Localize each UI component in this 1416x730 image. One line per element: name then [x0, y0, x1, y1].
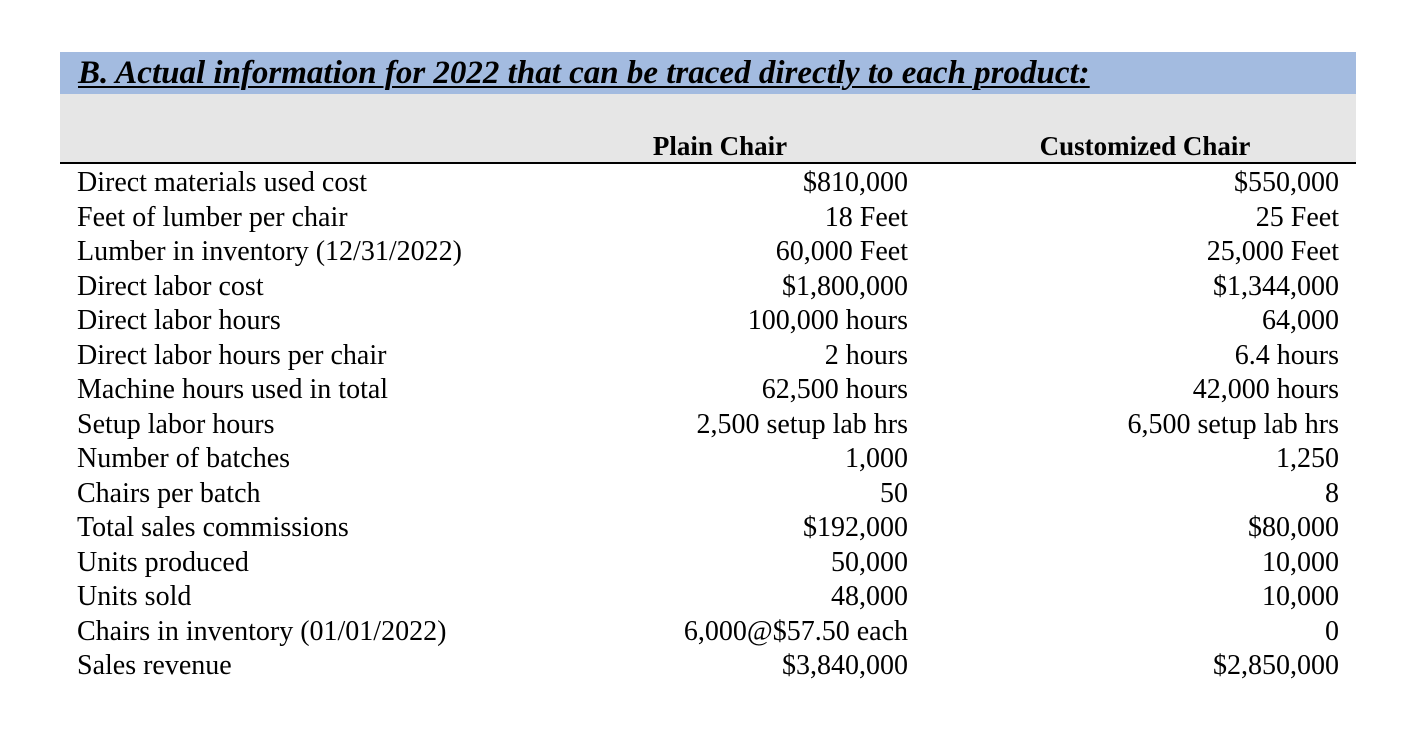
plain-chair-value: 100,000 hours: [747, 305, 908, 336]
table-row: [0, 580, 1416, 615]
plain-chair-value: 50: [880, 477, 908, 509]
customized-chair-value: $80,000: [1248, 512, 1339, 543]
table-row: [0, 339, 1416, 374]
row-label: Direct materials used cost: [77, 167, 368, 198]
plain-chair-value: 6,000@$57.50 each: [683, 615, 908, 647]
table-row: [0, 511, 1416, 546]
row-label: Units produced: [77, 546, 249, 578]
table-row: [0, 304, 1416, 339]
table-row: [0, 615, 1416, 650]
plain-chair-value: 1,000: [845, 443, 908, 474]
customized-chair-value: $2,850,000: [1213, 650, 1339, 681]
row-label: Chairs in inventory (01/01/2022): [77, 615, 447, 647]
row-label: Feet of lumber per chair: [77, 201, 348, 233]
customized-chair-value: 8: [1325, 477, 1339, 509]
column-header-customized-chair: Customized Chair: [1039, 131, 1251, 161]
table-row: [0, 442, 1416, 477]
row-label: Direct labor hours per chair: [77, 339, 387, 371]
table-row: [0, 270, 1416, 305]
section-title: B. Actual information for 2022 that can be traced directly to each product:: [78, 54, 1090, 91]
column-header-plain-chair: Plain Chair: [652, 131, 788, 161]
table-row: [0, 235, 1416, 270]
row-label: Direct labor cost: [77, 270, 264, 302]
plain-chair-value: 2,500 setup lab hrs: [696, 408, 908, 440]
table-row: [0, 546, 1416, 581]
row-label: Chairs per batch: [77, 477, 261, 509]
table-row: [0, 201, 1416, 236]
row-label: Lumber in inventory (12/31/2022): [77, 236, 462, 267]
table-row: [0, 408, 1416, 443]
header-divider: [60, 162, 1356, 164]
customized-chair-value: 1,250: [1276, 443, 1339, 474]
customized-chair-value: 6.4 hours: [1234, 339, 1339, 371]
plain-chair-value: $3,840,000: [782, 650, 908, 681]
customized-chair-value: 10,000: [1262, 581, 1339, 612]
customized-chair-value: 25 Feet: [1255, 201, 1339, 233]
plain-chair-value: $1,800,000: [782, 270, 908, 302]
row-label: Number of batches: [77, 443, 291, 474]
customized-chair-value: 42,000 hours: [1192, 374, 1339, 405]
plain-chair-value: $192,000: [803, 512, 908, 543]
customized-chair-value: $550,000: [1234, 167, 1339, 198]
customized-chair-value: $1,344,000: [1213, 270, 1339, 302]
table-row: [0, 373, 1416, 408]
row-label: Sales revenue: [77, 650, 232, 681]
customized-chair-value: 10,000: [1262, 546, 1339, 578]
row-label: Units sold: [77, 581, 192, 612]
table-row: [0, 649, 1416, 684]
customized-chair-value: 6,500 setup lab hrs: [1127, 408, 1339, 440]
customized-chair-value: 64,000: [1262, 305, 1339, 336]
customized-chair-value: 0: [1325, 615, 1339, 647]
plain-chair-value: 18 Feet: [824, 201, 908, 233]
plain-chair-value: 50,000: [831, 546, 908, 578]
data-table: [0, 166, 1416, 684]
table-row: [0, 477, 1416, 512]
row-label: Machine hours used in total: [77, 374, 389, 405]
customized-chair-value: 25,000 Feet: [1206, 236, 1339, 267]
table-row: [0, 166, 1416, 201]
row-label: Setup labor hours: [77, 408, 275, 440]
plain-chair-value: 2 hours: [824, 339, 908, 371]
plain-chair-value: $810,000: [803, 167, 908, 198]
row-label: Total sales commissions: [77, 512, 349, 543]
section-title-bar: [60, 52, 1356, 94]
plain-chair-value: 48,000: [831, 581, 908, 612]
plain-chair-value: 62,500 hours: [761, 374, 908, 405]
row-label: Direct labor hours: [77, 305, 281, 336]
plain-chair-value: 60,000 Feet: [775, 236, 908, 267]
